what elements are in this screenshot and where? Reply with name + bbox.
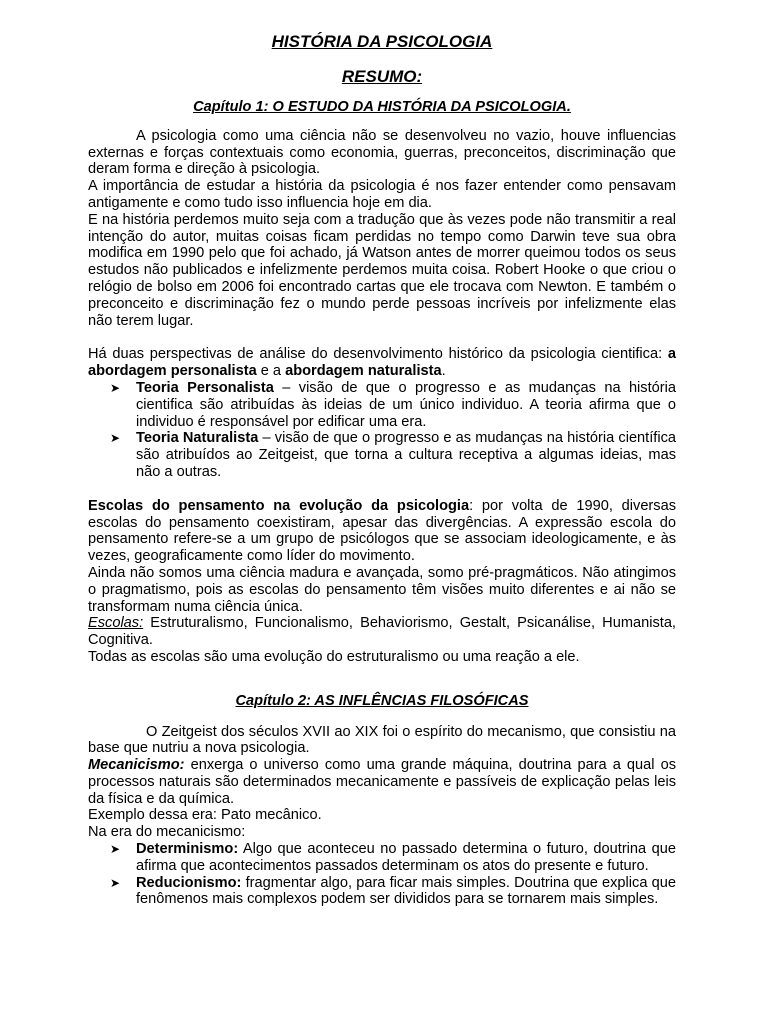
chapter2-paragraph-1: O Zeitgeist dos séculos XVII ao XIX foi o espírito do mecanismo, que consistiu na base que nutriu a nova psicologia. bbox=[88, 723, 676, 757]
list-item: ➤ Teoria Naturalista – visão de que o progresso e as mudanças na história científica são atribuídos ao Zeitgeist, que torna a cultura receptiva a algumas ideias, mas não a outras. bbox=[110, 430, 676, 480]
chapter1-paragraph-5: Escolas do pensamento na evolução da psicologia: por volta de 1990, diversas escolas do pensamento coexistiram, apesar das divergências. A expressão escola do pensamento refere-se a um grupo de psicólogos que se associam ideologicamente, e às vezes, geograficamente como líder do movimento. bbox=[88, 497, 676, 565]
chapter1-paragraph-7: Escolas: Estruturalismo, Funcionalismo, Behaviorismo, Gestalt, Psicanálise, Humanista, Cognitiva. bbox=[88, 615, 676, 649]
chapter1-paragraph-2: A importância de estudar a história da psicologia é nos fazer entender como pensavam antigamente e como tudo isso influencia hoje em dia. bbox=[88, 178, 676, 211]
chapter1-paragraph-1: A psicologia como uma ciência não se desenvolveu no vazio, houve influencias externas e forças contextuais como economia, guerras, preconceitos, discriminação que deram forma e direção à psicologia. bbox=[88, 127, 676, 178]
document-page bbox=[88, 30, 676, 908]
chapter2-paragraph-3: Exemplo dessa era: Pato mecânico. bbox=[88, 807, 322, 824]
arrow-bullet-icon: ➤ bbox=[110, 842, 121, 857]
chapter2-heading: Capítulo 2: AS INFLÊNCIAS FILOSÓFICAS bbox=[235, 692, 529, 709]
arrow-bullet-icon: ➤ bbox=[110, 875, 121, 890]
chapter1-heading: Capítulo 1: O ESTUDO DA HISTÓRIA DA PSICOLOGIA. bbox=[193, 99, 571, 115]
arrow-bullet-icon: ➤ bbox=[110, 380, 121, 395]
abordagem-personalista: a abordagem personalista bbox=[88, 346, 676, 380]
chapter1-paragraph-6: Ainda não somos uma ciência madura e avançada, somo pré-pragmáticos. Não atingimos o pragmatismo, pois as escolas do pensamento têm visões muito diferentes e ai não se transformam numa ciência única. bbox=[88, 564, 676, 615]
arrow-bullet-icon: ➤ bbox=[110, 431, 121, 446]
chapter2-paragraph-4: Na era do mecanicismo: bbox=[88, 824, 246, 841]
document-subtitle: RESUMO: bbox=[341, 67, 423, 86]
chapter1-paragraph-8: Todas as escolas são uma evolução do estruturalismo ou uma reação a ele. bbox=[88, 648, 580, 665]
chapter2-paragraph-2: Mecanicismo: enxerga o universo como uma grande máquina, doutrina para a qual os processos naturais são determinados mecanicamente e passíveis de explicação pelas leis da física e da química. bbox=[88, 757, 676, 807]
chapter2-bullet-list bbox=[88, 841, 676, 908]
chapter1-bullet-list bbox=[88, 380, 676, 481]
list-item: ➤ Reducionismo: fragmentar algo, para ficar mais simples. Doutrina que explica que fenômenos mais complexos podem ser divididos para se tornarem mais simples. bbox=[110, 874, 676, 908]
chapter1-paragraph-4: Há duas perspectivas de análise do desenvolvimento histórico da psicologia cientifica: a abordagem personalista e a abordagem naturalista. bbox=[88, 346, 676, 380]
list-item: ➤ Determinismo: Algo que aconteceu no passado determina o futuro, doutrina que afirma que acontecimentos passados determinam os atos do presente e futuro. bbox=[110, 841, 676, 874]
abordagem-naturalista: abordagem naturalista bbox=[285, 363, 442, 380]
chapter1-paragraph-3: E na história perdemos muito seja com a tradução que às vezes pode não transmitir a real intenção do autor, muitas coisas ficam perdidas no tempo como Darwin teve sua obra modifica em 1990 pelo que foi achado, já Watson antes de morrer queimou todos os seus estudos não publicados e infelizmente perdemos muita coisa. Robert Hooke o que criou o relógio de bolso em 2006 foi encontrado cartas que ele trocava com Newton. E também o preconceito e discriminação fez o mundo perde pessoas incríveis por infelizmente elas não terem lugar. bbox=[88, 211, 676, 329]
document-title: HISTÓRIA DA PSICOLOGIA bbox=[271, 32, 493, 51]
list-item: ➤ Teoria Personalista – visão de que o progresso e as mudanças na história cientifica são atribuídas às ideias de um único individuo. A teoria afirma que o individuo é responsável por edificar uma era. bbox=[110, 379, 676, 430]
